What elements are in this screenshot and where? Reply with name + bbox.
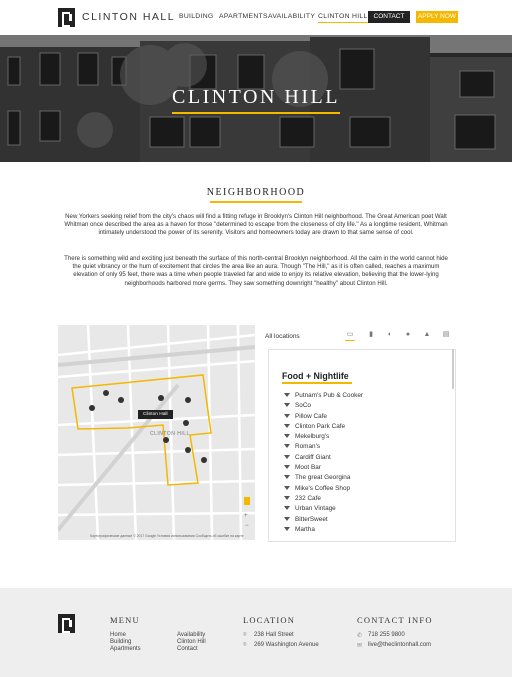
- hero-title-underline: [172, 112, 340, 114]
- place-item[interactable]: Putnam's Pub & Cooker: [284, 392, 363, 399]
- footer-link-availability[interactable]: Availability: [177, 632, 206, 638]
- phone-icon: ✆: [357, 633, 363, 639]
- coffee-icon[interactable]: ◐: [387, 331, 393, 338]
- pin-icon: [284, 455, 290, 459]
- category-title: Food + Nightlife: [282, 371, 349, 381]
- svg-text:+: +: [244, 513, 248, 519]
- footer-address-1: 238 Hall Street: [254, 632, 294, 638]
- footer-location-title: LOCATION: [243, 615, 296, 625]
- place-item[interactable]: Clinton Park Cafe: [284, 423, 345, 430]
- brand-name[interactable]: CLINTON HALL: [82, 11, 176, 23]
- pin-icon: [284, 517, 290, 521]
- place-item[interactable]: Roman's: [284, 443, 320, 450]
- map-tooltip: Clinton Hall: [138, 410, 173, 419]
- nav-building[interactable]: BUILDING: [179, 13, 214, 20]
- mail-icon: ✉: [357, 643, 363, 649]
- contact-button[interactable]: CONTACT: [368, 11, 410, 23]
- footer-address-2: 269 Washington Avenue: [254, 642, 319, 648]
- neighborhood-title: NEIGHBORHOOD: [206, 187, 306, 198]
- place-item[interactable]: Mike's Coffee Shop: [284, 485, 350, 492]
- neighborhood-paragraph-2: There is something wild and exciting just beneath the surface of this north-central Brooklyn neighborhood. All the calm in the world cannot hide the quiet vibrancy or the hum of excitement that circles the area like an aura. Though "The Hill," as it is often called, reaches a maximum elevation of only 95 feet, there was a time when people traveled far and wide to enjoy its relative elevation, believing that the lower-lying neighborhoods harbored more germs. They saw something downright "healthy" about Clinton Hill.: [64, 255, 448, 287]
- all-icon[interactable]: ▭: [345, 330, 355, 341]
- neighborhood-paragraph-1: New Yorkers seeking relief from the city's chaos will find a fitting refuge in Brooklyn's Clinton Hill neighborhood. The Great American poet Walt Whitman once described the area as a haven for those "determined to escape from the closeness of city life." As a longtime resident, Whitman intimately understood the power of its serenity. Visitors and homeowners today are drawn to that same sense of cool.: [64, 213, 448, 237]
- pin-icon: [284, 393, 290, 397]
- place-item[interactable]: BitterSweet: [284, 516, 328, 523]
- place-item[interactable]: SoCo: [284, 402, 311, 409]
- footer-contact-title: CONTACT INFO: [357, 615, 433, 625]
- nav-apartments[interactable]: APARTMENTS: [219, 13, 268, 20]
- map-attribution: Картографические данные © 2017 Google Условия использования Сообщить об ошибке на карте: [90, 534, 244, 538]
- footer-link-building[interactable]: Building: [110, 639, 132, 645]
- pin-icon: [284, 475, 290, 479]
- pin-icon: [284, 414, 290, 418]
- pin-icon: [284, 496, 290, 500]
- pin-icon: [284, 444, 290, 448]
- svg-text:−: −: [245, 523, 249, 529]
- map-area-label: CLINTON HILL: [150, 431, 190, 437]
- neighborhood-title-underline: [210, 201, 302, 203]
- apply-now-button[interactable]: APPLY NOW: [416, 11, 458, 23]
- pin-icon: [284, 424, 290, 428]
- food-icon[interactable]: ▮: [369, 331, 373, 338]
- place-item[interactable]: Cardiff Giant: [284, 454, 331, 461]
- shopping-icon[interactable]: ●: [405, 331, 411, 338]
- footer-link-contact[interactable]: Contact: [177, 646, 198, 652]
- pin-icon: [284, 486, 290, 490]
- nav-clinton-hill[interactable]: CLINTON HILL: [318, 13, 368, 23]
- pin-icon: [284, 465, 290, 469]
- place-item[interactable]: Mekelburg's: [284, 433, 329, 440]
- place-item[interactable]: 232 Cafe: [284, 495, 321, 502]
- map-pin-icon: ⌾: [243, 632, 247, 638]
- nav-availability[interactable]: AVAILABILITY: [268, 13, 316, 20]
- place-item[interactable]: Moot Bar: [284, 464, 321, 471]
- place-item[interactable]: Martha: [284, 526, 315, 533]
- place-item[interactable]: Pillow Cafe: [284, 413, 327, 420]
- top-navigation: [0, 0, 512, 35]
- category-underline: [282, 382, 352, 384]
- building-icon[interactable]: ▤: [442, 331, 450, 338]
- all-locations-filter[interactable]: All locations: [265, 333, 300, 340]
- pin-icon: [284, 434, 290, 438]
- hero-banner: [0, 35, 512, 162]
- footer-menu-title: MENU: [110, 615, 140, 625]
- pin-icon: [284, 506, 290, 510]
- footer-email[interactable]: live@theclintonhall.com: [368, 642, 432, 648]
- hero-title: CLINTON HILL: [172, 86, 340, 108]
- footer-link-home[interactable]: Home: [110, 632, 127, 638]
- pin-icon: [284, 527, 290, 531]
- place-item[interactable]: The great Georgina: [284, 474, 350, 481]
- park-icon[interactable]: ▲: [423, 331, 431, 338]
- footer-phone[interactable]: 718 255 9800: [368, 632, 405, 638]
- footer-link-apartments[interactable]: Apartments: [110, 646, 141, 652]
- pin-icon: [284, 403, 290, 407]
- footer-link-clinton-hill[interactable]: Clinton Hill: [177, 639, 206, 645]
- place-item[interactable]: Urban Vintage: [284, 505, 336, 512]
- footer-logo[interactable]: [58, 614, 75, 633]
- clinton-hall-logo[interactable]: [58, 8, 75, 27]
- places-list-scrollbar[interactable]: [452, 349, 454, 389]
- map-pin-icon: ⌾: [243, 642, 247, 648]
